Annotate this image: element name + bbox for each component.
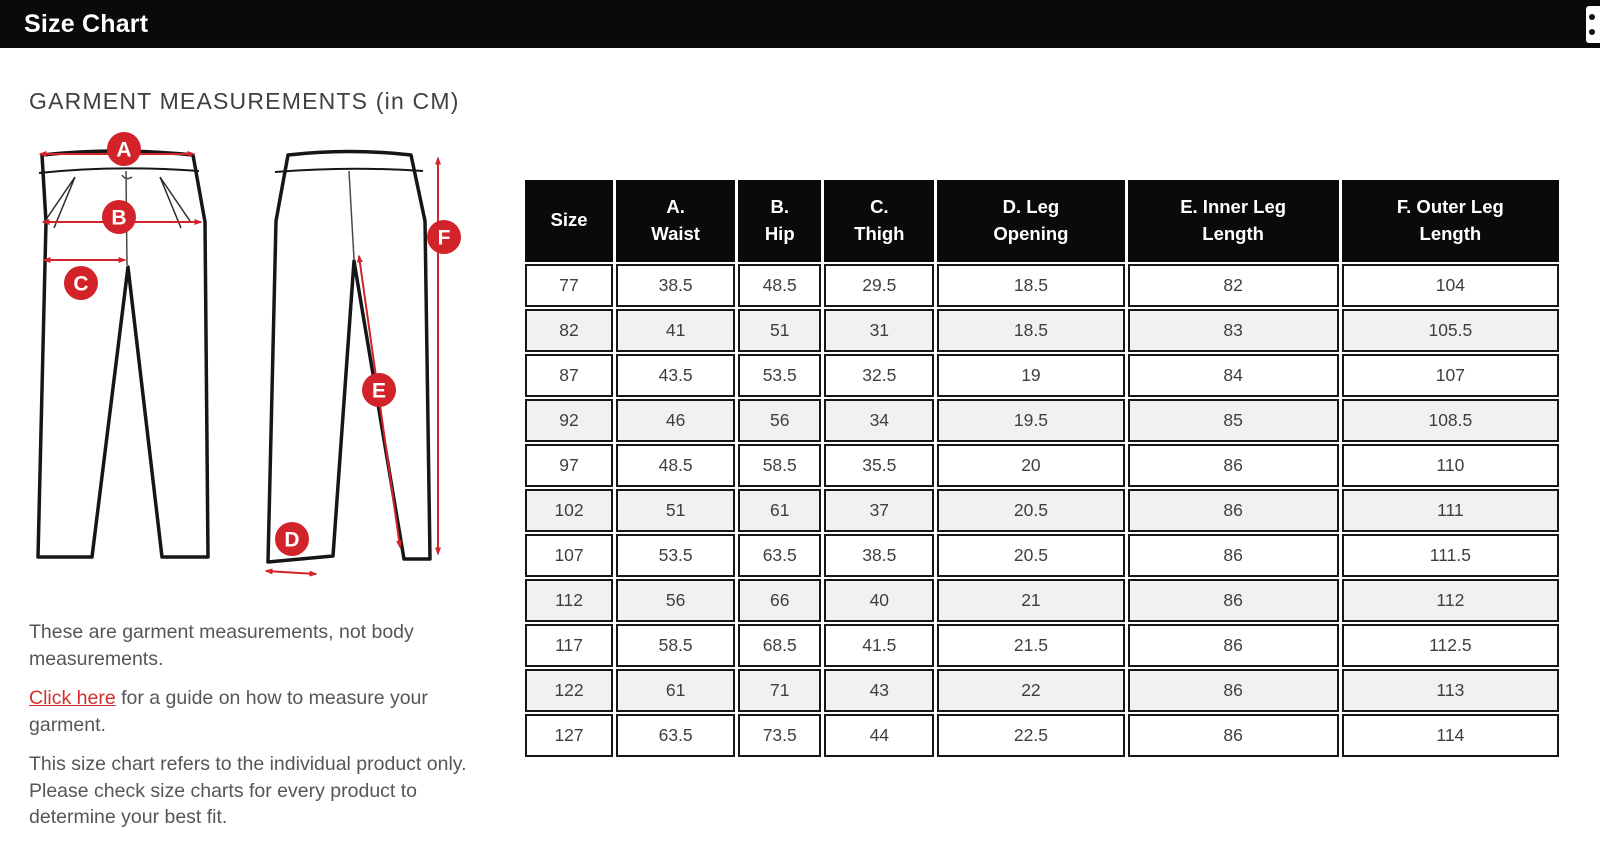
note-individual-product: This size chart refers to the individual product only. Please check size charts for every product to determine your best fit. — [29, 752, 467, 829]
table-column — [497, 48, 1600, 759]
table-row — [525, 309, 1559, 352]
note-measure-guide — [29, 685, 467, 739]
table-row — [525, 534, 1559, 577]
measurement-cell: 82 — [1128, 264, 1339, 307]
measurement-cell: 38.5 — [824, 534, 934, 577]
column-header: E. Inner Leg Length — [1128, 180, 1339, 262]
measurement-cell: 40 — [824, 579, 934, 622]
svg-text:A: A — [116, 138, 132, 162]
measurement-cell: 73.5 — [738, 714, 821, 757]
section-heading: GARMENT MEASUREMENTS (in CM) — [29, 88, 460, 114]
column-header: F. Outer Leg Length — [1342, 180, 1559, 262]
measurement-cell: 41.5 — [824, 624, 934, 667]
table-row — [525, 264, 1559, 307]
table-row — [525, 489, 1559, 532]
pants-measurement-diagram — [29, 125, 481, 603]
measurement-cell: 104 — [1342, 264, 1559, 307]
close-button[interactable] — [1586, 6, 1600, 43]
marker-e-icon — [362, 373, 396, 407]
measurement-cell: 111 — [1342, 489, 1559, 532]
marker-c-icon — [64, 266, 98, 300]
table-row — [525, 399, 1559, 442]
measurement-cell: 86 — [1128, 624, 1339, 667]
measurement-cell: 53.5 — [616, 534, 735, 577]
size-cell: 127 — [525, 714, 613, 757]
measurement-cell: 21.5 — [937, 624, 1124, 667]
measurement-cell: 48.5 — [738, 264, 821, 307]
title-bar — [0, 0, 1600, 48]
measurement-cell: 105.5 — [1342, 309, 1559, 352]
size-chart-table — [522, 178, 1562, 759]
table-header-row — [525, 180, 1559, 262]
measurement-cell: 63.5 — [616, 714, 735, 757]
measurement-cell: 37 — [824, 489, 934, 532]
measurement-cell: 85 — [1128, 399, 1339, 442]
measurement-cell: 21 — [937, 579, 1124, 622]
measurement-cell: 41 — [616, 309, 735, 352]
measurement-cell: 61 — [616, 669, 735, 712]
size-cell: 77 — [525, 264, 613, 307]
column-header: D. Leg Opening — [937, 180, 1124, 262]
measurement-cell: 108.5 — [1342, 399, 1559, 442]
size-chart-content — [0, 48, 1600, 843]
measure-guide-link[interactable]: Click here — [29, 686, 116, 709]
marker-f-icon — [427, 220, 461, 254]
note-garment-measurements: These are garment measurements, not body measurements. — [29, 621, 414, 670]
note-measure-guide-text: for a guide on how to measure your garment. — [29, 686, 428, 736]
measurement-cell: 20.5 — [937, 489, 1124, 532]
svg-text:D: D — [284, 528, 300, 552]
size-cell: 102 — [525, 489, 613, 532]
measurement-cell: 86 — [1128, 669, 1339, 712]
size-cell: 122 — [525, 669, 613, 712]
size-cell: 117 — [525, 624, 613, 667]
measurement-cell: 112.5 — [1342, 624, 1559, 667]
measurement-cell: 86 — [1128, 489, 1339, 532]
measurement-cell: 35.5 — [824, 444, 934, 487]
marker-a-icon — [107, 132, 141, 166]
measurement-cell: 110 — [1342, 444, 1559, 487]
size-cell: 107 — [525, 534, 613, 577]
measurement-cell: 113 — [1342, 669, 1559, 712]
table-row — [525, 624, 1559, 667]
table-row — [525, 444, 1559, 487]
measurement-cell: 58.5 — [616, 624, 735, 667]
table-row — [525, 579, 1559, 622]
svg-text:B: B — [111, 206, 127, 230]
size-cell: 92 — [525, 399, 613, 442]
measurement-cell: 18.5 — [937, 309, 1124, 352]
measurement-cell: 68.5 — [738, 624, 821, 667]
measurement-cell: 86 — [1128, 579, 1339, 622]
measurement-cell: 43.5 — [616, 354, 735, 397]
size-cell: 97 — [525, 444, 613, 487]
measurement-cell: 22 — [937, 669, 1124, 712]
marker-d-icon — [275, 522, 309, 556]
measurement-cell: 63.5 — [738, 534, 821, 577]
measurement-cell: 61 — [738, 489, 821, 532]
measurement-cell: 44 — [824, 714, 934, 757]
table-row — [525, 714, 1559, 757]
measurement-cell: 18.5 — [937, 264, 1124, 307]
svg-text:C: C — [73, 272, 89, 296]
close-button-dot — [1589, 29, 1595, 35]
column-header: B. Hip — [738, 180, 821, 262]
size-cell: 82 — [525, 309, 613, 352]
table-row — [525, 669, 1559, 712]
size-cell: 87 — [525, 354, 613, 397]
column-header: A. Waist — [616, 180, 735, 262]
measurement-cell: 34 — [824, 399, 934, 442]
marker-b-icon — [102, 200, 136, 234]
measurement-cell: 71 — [738, 669, 821, 712]
close-button-dot — [1589, 14, 1595, 20]
measurement-cell: 84 — [1128, 354, 1339, 397]
notes-block — [29, 619, 467, 831]
measurement-cell: 86 — [1128, 534, 1339, 577]
svg-text:E: E — [371, 379, 387, 403]
measurement-cell: 86 — [1128, 714, 1339, 757]
svg-text:F: F — [437, 226, 451, 250]
measurement-cell: 22.5 — [937, 714, 1124, 757]
measurement-cell: 46 — [616, 399, 735, 442]
table-row — [525, 354, 1559, 397]
measurement-cell: 51 — [616, 489, 735, 532]
size-cell: 112 — [525, 579, 613, 622]
measurement-cell: 53.5 — [738, 354, 821, 397]
measurement-cell: 19.5 — [937, 399, 1124, 442]
measurement-cell: 31 — [824, 309, 934, 352]
column-header: C. Thigh — [824, 180, 934, 262]
pants-back-view — [268, 152, 430, 563]
measurement-cell: 20.5 — [937, 534, 1124, 577]
measurement-cell: 32.5 — [824, 354, 934, 397]
measurement-cell: 51 — [738, 309, 821, 352]
measurement-cell: 56 — [616, 579, 735, 622]
measurement-cell: 20 — [937, 444, 1124, 487]
measurement-cell: 43 — [824, 669, 934, 712]
measurement-cell: 83 — [1128, 309, 1339, 352]
measurement-cell: 114 — [1342, 714, 1559, 757]
measurement-cell: 111.5 — [1342, 534, 1559, 577]
page-title: Size Chart — [24, 9, 149, 38]
measurement-cell: 107 — [1342, 354, 1559, 397]
measurement-cell: 58.5 — [738, 444, 821, 487]
measurement-cell: 19 — [937, 354, 1124, 397]
column-header: Size — [525, 180, 613, 262]
measurement-cell: 86 — [1128, 444, 1339, 487]
measurement-cell: 38.5 — [616, 264, 735, 307]
left-column — [0, 48, 497, 843]
measurement-cell: 48.5 — [616, 444, 735, 487]
measurement-cell: 56 — [738, 399, 821, 442]
measurement-cell: 112 — [1342, 579, 1559, 622]
measurement-cell: 66 — [738, 579, 821, 622]
measurement-cell: 29.5 — [824, 264, 934, 307]
